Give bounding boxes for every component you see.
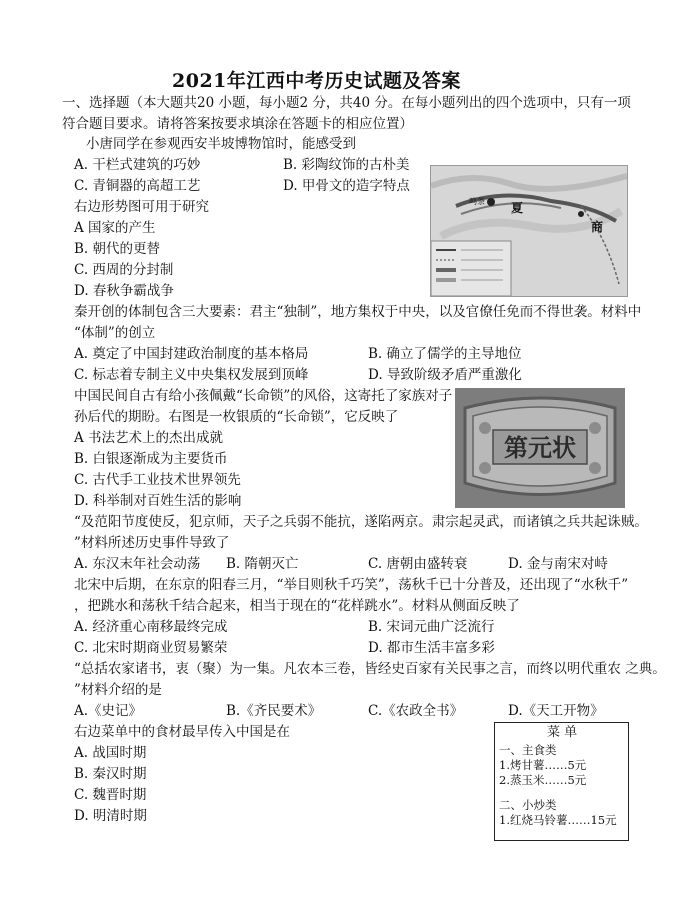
q7-option-b: B.《齐民要术》: [226, 703, 322, 719]
q6-option-d: D. 都市生活丰富多彩: [368, 640, 495, 656]
menu-item-corn: 2.蒸玉米……5元: [499, 773, 587, 787]
q5-option-c: C. 唐朝由盛转衰: [368, 556, 468, 572]
menu-title: 菜 单: [547, 725, 578, 740]
q8-option-d: D. 明清时期: [74, 808, 147, 824]
q6-stem-line1: 北宋中后期，在东京的阳春三月，“举目则秋千巧笑”，荡秋千已十分普及，还出现了“水秋千”: [74, 577, 629, 593]
q1-stem: 小唐同学在参观西安半坡博物馆时，能感受到: [86, 136, 356, 152]
q8-option-b: B. 秦汉时期: [74, 766, 147, 782]
q4-stem-line2: 孙后代的期盼。右图是一枚银质的“长命锁”，它反映了: [74, 409, 399, 425]
q3-option-b: B. 确立了儒学的主导地位: [368, 346, 522, 362]
q2-stem: 右边形势图可用于研究: [74, 199, 209, 215]
section-instructions-line1: 一、选择题（本大题共20 小题，每小题2 分，共40 分。在每小题列出的四个选项中，只有一项: [62, 95, 631, 111]
map-label-xia: 夏: [511, 201, 524, 215]
section-instructions-line2: 符合题目要求。请将答案按要求填涂在答题卡的相应位置）: [62, 116, 413, 132]
longevity-lock-image: [455, 388, 625, 508]
q3-option-a: A. 奠定了中国封建政治制度的基本格局: [74, 346, 309, 362]
q5-option-d: D. 金与南宋对峙: [508, 556, 608, 572]
q4-option-b: B. 白银逐渐成为主要货币: [74, 451, 228, 467]
page-title: 2021年江西中考历史试题及答案: [172, 70, 461, 92]
q3-option-c: C. 标志着专制主义中央集权发展到顶峰: [74, 367, 309, 383]
q6-option-a: A. 经济重心南移最终完成: [74, 619, 228, 635]
menu-box: [494, 722, 629, 841]
q2-option-a: A 国家的产生: [74, 220, 156, 236]
q4-option-a: A 书法艺术上的杰出成就: [74, 430, 224, 446]
q2-option-d: D. 春秋争霸战争: [74, 283, 174, 299]
q6-option-b: B. 宋词元曲广泛流行: [368, 619, 495, 635]
q7-option-c: C.《农政全书》: [368, 703, 464, 719]
q8-stem: 右边菜单中的食材最早传入中国是在: [74, 724, 290, 740]
q3-option-d: D. 导致阶级矛盾严重激化: [368, 367, 522, 383]
q1-option-b: B. 彩陶纹饰的古朴美: [283, 157, 410, 173]
q5-option-b: B. 隋朝灭亡: [226, 556, 299, 572]
q5-stem-line2: ”材料所述历史事件导致了: [74, 535, 230, 551]
q7-stem-line2: ”材料介绍的是: [74, 682, 162, 698]
q4-stem-line1: 中国民间自古有给小孩佩戴“长命锁”的风俗，这寄托了家族对子: [74, 388, 453, 404]
q1-option-a: A. 干栏式建筑的巧妙: [74, 157, 201, 173]
map-label-shang: 商: [591, 220, 604, 234]
menu-category-stirfry: 二、小炒类: [499, 798, 557, 812]
q8-option-a: A. 战国时期: [74, 745, 147, 761]
situation-map-image: [430, 165, 628, 297]
menu-item-sweet-potato: 1.烤甘薯……5元: [499, 758, 587, 772]
q2-option-c: C. 西周的分封制: [74, 262, 174, 278]
q8-option-c: C. 魏晋时期: [74, 787, 147, 803]
q6-option-c: C. 北宋时期商业贸易繁荣: [74, 640, 228, 656]
q7-stem-line1: “总括农家诸书，衷（聚）为一集。凡农本三卷，皆经史百家有关民事之言，而终以明代重农 之典。: [74, 661, 666, 677]
q1-option-c: C. 青铜器的高超工艺: [74, 178, 201, 194]
q5-option-a: A. 东汉末年社会动荡: [74, 556, 201, 572]
q4-option-d: D. 科举制对百姓生活的影响: [74, 493, 242, 509]
q7-option-a: A.《史记》: [74, 703, 143, 719]
q3-stem-line1: 秦开创的体制包含三大要素：君主“独制”，地方集权于中央，以及官僚任免而不得世袭。材料中: [74, 304, 642, 320]
q6-stem-line2: ，把跳水和荡秋千结合起来，相当于现在的“花样跳水”。材料从侧面反映了: [74, 598, 520, 614]
q3-stem-line2: “体制”的创立: [74, 325, 156, 341]
menu-item-potato: 1.红烧马铃薯……15元: [499, 813, 617, 827]
q5-stem-line1: “及范阳节度使反，犯京师，天子之兵弱不能抗，遂陷两京。肃宗起灵武，而诸镇之兵共起诛贼。: [74, 514, 648, 530]
menu-category-staple: 一、主食类: [499, 743, 557, 757]
q7-option-d: D.《天工开物》: [508, 703, 604, 719]
q4-option-c: C. 古代手工业技术世界领先: [74, 472, 241, 488]
lock-inscription: 第元状: [504, 433, 576, 462]
q2-option-b: B. 朝代的更替: [74, 241, 161, 257]
q1-option-d: D. 甲骨文的造字特点: [283, 178, 410, 194]
map-label-left: 鸣条: [469, 197, 485, 206]
